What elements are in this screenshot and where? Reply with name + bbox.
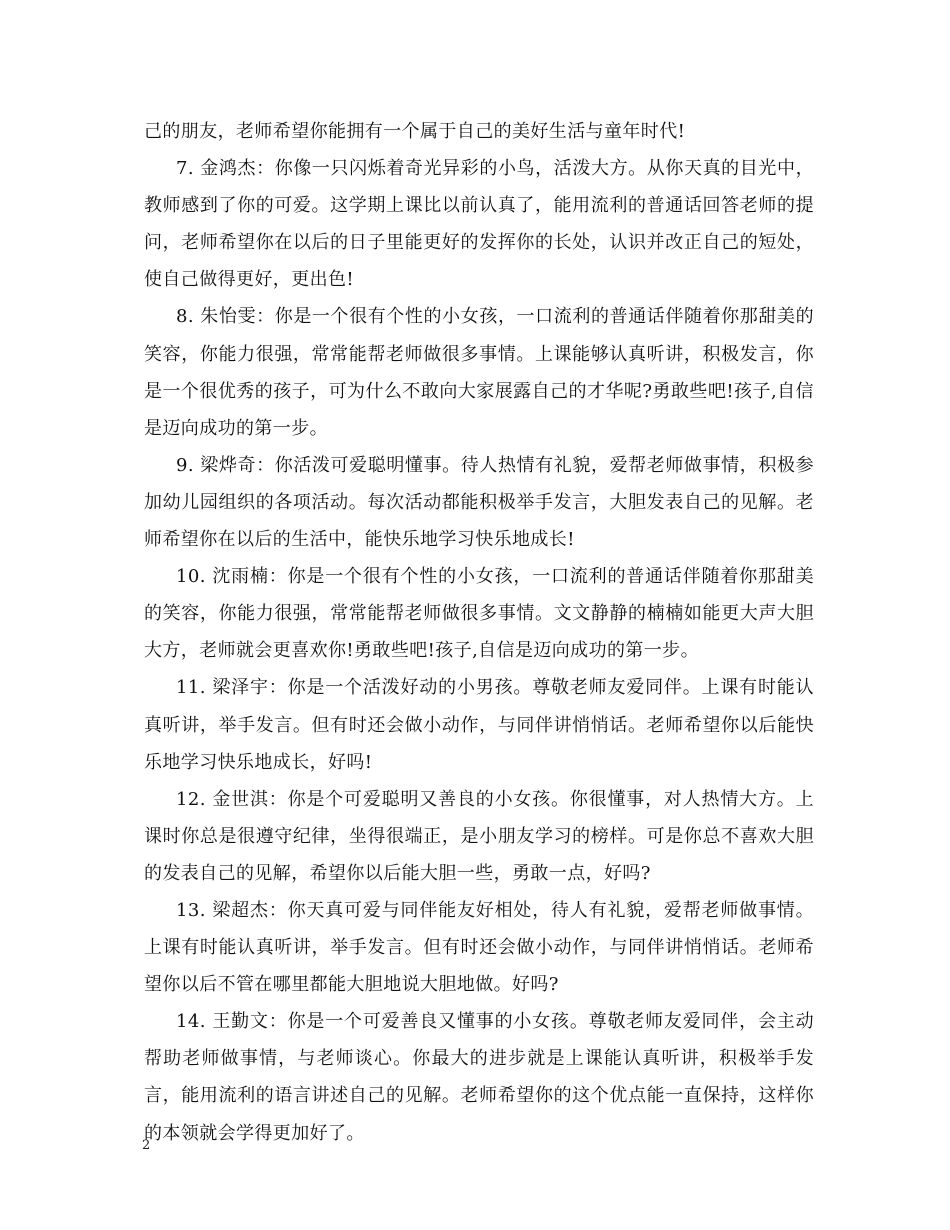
paragraph-comment-11: 11. 梁泽宇：你是一个活泼好动的小男孩。尊敬老师友爱同伴。上课有时能认真听讲，举手发言。但有时还会做小动作，与同伴讲悄悄话。老师希望你以后能快乐地学习快乐地成长，好吗! [144, 677, 814, 773]
page-number: 2 [142, 1138, 151, 1153]
paragraph-comment-14: 14. 王勤文：你是一个可爱善良又懂事的小女孩。尊敬老师友爱同伴，会主动帮助老师做事情，与老师谈心。你最大的进步就是上课能认真听讲，积极举手发言，能用流利的语言讲述自己的见解。老师希望你的这个优点能一直保持，这样你的本领就会学得更加好了。 [144, 1011, 814, 1144]
paragraph-comment-8: 8. 朱怡雯：你是一个很有个性的小女孩，一口流利的普通话伴随着你那甜美的笑容，你能力很强，常常能帮老师做很多事情。上课能够认真听讲，积极发言，你是一个很优秀的孩子，可为什么不敢向大家展露自己的才华呢?勇敢些吧!孩子,自信是迈向成功的第一步。 [144, 306, 814, 439]
paragraph-continuation: 己的朋友，老师希望你能拥有一个属于自己的美好生活与童年时代! [144, 121, 686, 142]
paragraph-comment-9: 9. 梁烨奇：你活泼可爱聪明懂事。待人热情有礼貌，爱帮老师做事情，积极参加幼儿园组织的各项活动。每次活动都能积极举手发言，大胆发表自己的见解。老师希望你在以后的生活中，能快乐地学习快乐地成长! [144, 454, 814, 551]
paragraph-comment-12: 12. 金世淇：你是个可爱聪明又善良的小女孩。你很懂事，对人热情大方。上课时你总是很遵守纪律，坐得很端正，是小朋友学习的榜样。可是你总不喜欢大胆的发表自己的见解，希望你以后能大胆一些，勇敢一点，好吗? [144, 788, 814, 884]
document-body [144, 113, 814, 1152]
paragraph-comment-10: 10. 沈雨楠：你是一个很有个性的小女孩，一口流利的普通话伴随着你那甜美的笑容，你能力很强，常常能帮老师做很多事情。文文静静的楠楠如能更大声大胆大方，老师就会更喜欢你!勇敢些吧!孩子,自信是迈向成功的第一步。 [144, 566, 814, 662]
paragraph-comment-13: 13. 梁超杰：你天真可爱与同伴能友好相处，待人有礼貌，爱帮老师做事情。上课有时能认真听讲，举手发言。但有时还会做小动作，与同伴讲悄悄话。老师希望你以后不管在哪里都能大胆地说大胆地做。好吗? [144, 899, 814, 996]
paragraph-comment-7: 7. 金鸿杰：你像一只闪烁着奇光异彩的小鸟，活泼大方。从你天真的目光中，教师感到了你的可爱。这学期上课比以前认真了，能用流利的普通话回答老师的提问，老师希望你在以后的日子里能更好的发挥你的长处，认识并改正自己的短处，使自己做得更好，更出色! [144, 158, 814, 291]
